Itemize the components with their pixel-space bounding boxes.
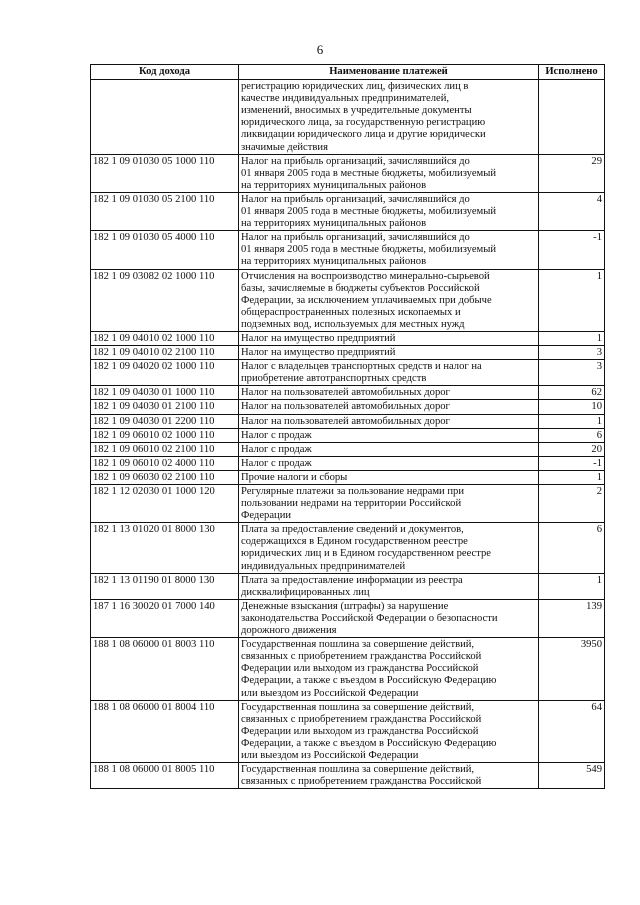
- cell-executed: [539, 80, 605, 155]
- cell-executed: 1: [539, 331, 605, 345]
- cell-executed: 1: [539, 573, 605, 599]
- table-row: [91, 192, 605, 230]
- table-row: [91, 80, 605, 155]
- cell-code: 182 1 09 01030 05 2100 110: [91, 192, 239, 230]
- cell-code: 188 1 08 06000 01 8005 110: [91, 763, 239, 789]
- table-row: [91, 360, 605, 386]
- table-row: [91, 428, 605, 442]
- cell-executed: -1: [539, 456, 605, 470]
- cell-executed: 6: [539, 523, 605, 573]
- cell-code: 182 1 09 04030 01 2100 110: [91, 400, 239, 414]
- cell-executed: 139: [539, 599, 605, 637]
- cell-code: 182 1 09 01030 05 1000 110: [91, 154, 239, 192]
- table-row: [91, 523, 605, 573]
- table-row: [91, 154, 605, 192]
- header-name: Наименование платежей: [239, 65, 539, 80]
- cell-executed: 64: [539, 700, 605, 762]
- cell-executed: 3950: [539, 638, 605, 700]
- cell-name: Налог на прибыль организаций, зачислявшийся до 01 января 2005 года в местные бюджеты, мобилизуемый на территориях муниципальных районов: [239, 192, 539, 230]
- header-executed: Исполнено: [539, 65, 605, 80]
- cell-executed: 2: [539, 485, 605, 523]
- cell-code: 187 1 16 30020 01 7000 140: [91, 599, 239, 637]
- table-row: [91, 331, 605, 345]
- cell-code: 182 1 13 01190 01 8000 130: [91, 573, 239, 599]
- cell-name: Прочие налоги и сборы: [239, 470, 539, 484]
- table-row: [91, 456, 605, 470]
- cell-code: 182 1 12 02030 01 1000 120: [91, 485, 239, 523]
- cell-executed: 1: [539, 414, 605, 428]
- header-code: Код дохода: [91, 65, 239, 80]
- table-row: [91, 700, 605, 762]
- cell-code: 182 1 09 03082 02 1000 110: [91, 269, 239, 331]
- cell-code: 182 1 09 06030 02 2100 110: [91, 470, 239, 484]
- cell-name: Налог с продаж: [239, 442, 539, 456]
- cell-name: Налог на имущество предприятий: [239, 331, 539, 345]
- cell-name: Налог на пользователей автомобильных дорог: [239, 400, 539, 414]
- table-row: [91, 470, 605, 484]
- table-row: [91, 485, 605, 523]
- cell-name: Налог на прибыль организаций, зачислявшийся до 01 января 2005 года в местные бюджеты, мобилизуемый на территориях муниципальных районов: [239, 231, 539, 269]
- cell-executed: 10: [539, 400, 605, 414]
- cell-code: 182 1 09 04020 02 1000 110: [91, 360, 239, 386]
- cell-executed: 20: [539, 442, 605, 456]
- cell-name: Государственная пошлина за совершение действий, связанных с приобретением гражданства Российской Федерации или выходом из гражданства Российской Федерации, а также с въездом в Российскую Федерацию или выездом из Российской Федерации: [239, 700, 539, 762]
- cell-name: Налог с продаж: [239, 456, 539, 470]
- cell-executed: 1: [539, 470, 605, 484]
- table-row: [91, 346, 605, 360]
- table-row: [91, 231, 605, 269]
- table-row: [91, 599, 605, 637]
- cell-name: Плата за предоставление сведений и документов, содержащихся в Едином государственном реестре юридических лиц и в Едином государственном реестре индивидуальных предпринимателей: [239, 523, 539, 573]
- cell-executed: 1: [539, 269, 605, 331]
- table-row: [91, 573, 605, 599]
- cell-executed: 6: [539, 428, 605, 442]
- cell-name: Налог с продаж: [239, 428, 539, 442]
- table-row: [91, 386, 605, 400]
- cell-name: Отчисления на воспроизводство минерально-сырьевой базы, зачисляемые в бюджеты субъектов Российской Федерации, за исключением уплачиваемых при добыче общераспространенных полезных ископаемых и подземных вод, используемых для местных нужд: [239, 269, 539, 331]
- cell-name: Налог на имущество предприятий: [239, 346, 539, 360]
- table-row: [91, 400, 605, 414]
- cell-name: Налог на пользователей автомобильных дорог: [239, 414, 539, 428]
- revenue-table: [90, 64, 605, 789]
- cell-code: 182 1 09 04010 02 1000 110: [91, 331, 239, 345]
- cell-name: Налог с владельцев транспортных средств и налог на приобретение автотранспортных средств: [239, 360, 539, 386]
- table-row: [91, 763, 605, 789]
- cell-executed: 62: [539, 386, 605, 400]
- cell-code: 182 1 09 01030 05 4000 110: [91, 231, 239, 269]
- cell-name: Налог на прибыль организаций, зачислявшийся до 01 января 2005 года в местные бюджеты, мобилизуемый на территориях муниципальных районов: [239, 154, 539, 192]
- table-row: [91, 269, 605, 331]
- cell-executed: 549: [539, 763, 605, 789]
- cell-code: 182 1 09 04030 01 1000 110: [91, 386, 239, 400]
- cell-name: регистрацию юридических лиц, физических лиц в качестве индивидуальных предпринимателей, изменений, вносимых в учредительные документы юридического лица, за государственную регистрацию ликвидации юридического лица и другие юридически значимые действия: [239, 80, 539, 155]
- cell-name: Государственная пошлина за совершение действий, связанных с приобретением гражданства Российской Федерации или выходом из гражданства Российской Федерации, а также с въездом в Российскую Федерацию или выездом из Российской Федерации: [239, 638, 539, 700]
- cell-code: [91, 80, 239, 155]
- cell-name: Плата за предоставление информации из реестра дисквалифицированных лиц: [239, 573, 539, 599]
- cell-executed: -1: [539, 231, 605, 269]
- cell-code: 182 1 09 04030 01 2200 110: [91, 414, 239, 428]
- table-row: [91, 638, 605, 700]
- cell-executed: 4: [539, 192, 605, 230]
- cell-name: Денежные взыскания (штрафы) за нарушение законодательства Российской Федерации о безопасности дорожного движения: [239, 599, 539, 637]
- cell-code: 188 1 08 06000 01 8004 110: [91, 700, 239, 762]
- cell-name: Налог на пользователей автомобильных дорог: [239, 386, 539, 400]
- cell-code: 182 1 09 06010 02 1000 110: [91, 428, 239, 442]
- page-number: 6: [316, 42, 324, 57]
- cell-code: 182 1 09 06010 02 2100 110: [91, 442, 239, 456]
- cell-code: 182 1 09 06010 02 4000 110: [91, 456, 239, 470]
- table-row: [91, 442, 605, 456]
- cell-code: 182 1 09 04010 02 2100 110: [91, 346, 239, 360]
- cell-code: 188 1 08 06000 01 8003 110: [91, 638, 239, 700]
- cell-name: Государственная пошлина за совершение действий, связанных с приобретением гражданства Российской: [239, 763, 539, 789]
- cell-name: Регулярные платежи за пользование недрами при пользовании недрами на территории Российской Федерации: [239, 485, 539, 523]
- table-header-row: [91, 65, 605, 80]
- table-row: [91, 414, 605, 428]
- cell-executed: 3: [539, 360, 605, 386]
- cell-executed: 3: [539, 346, 605, 360]
- cell-code: 182 1 13 01020 01 8000 130: [91, 523, 239, 573]
- cell-executed: 29: [539, 154, 605, 192]
